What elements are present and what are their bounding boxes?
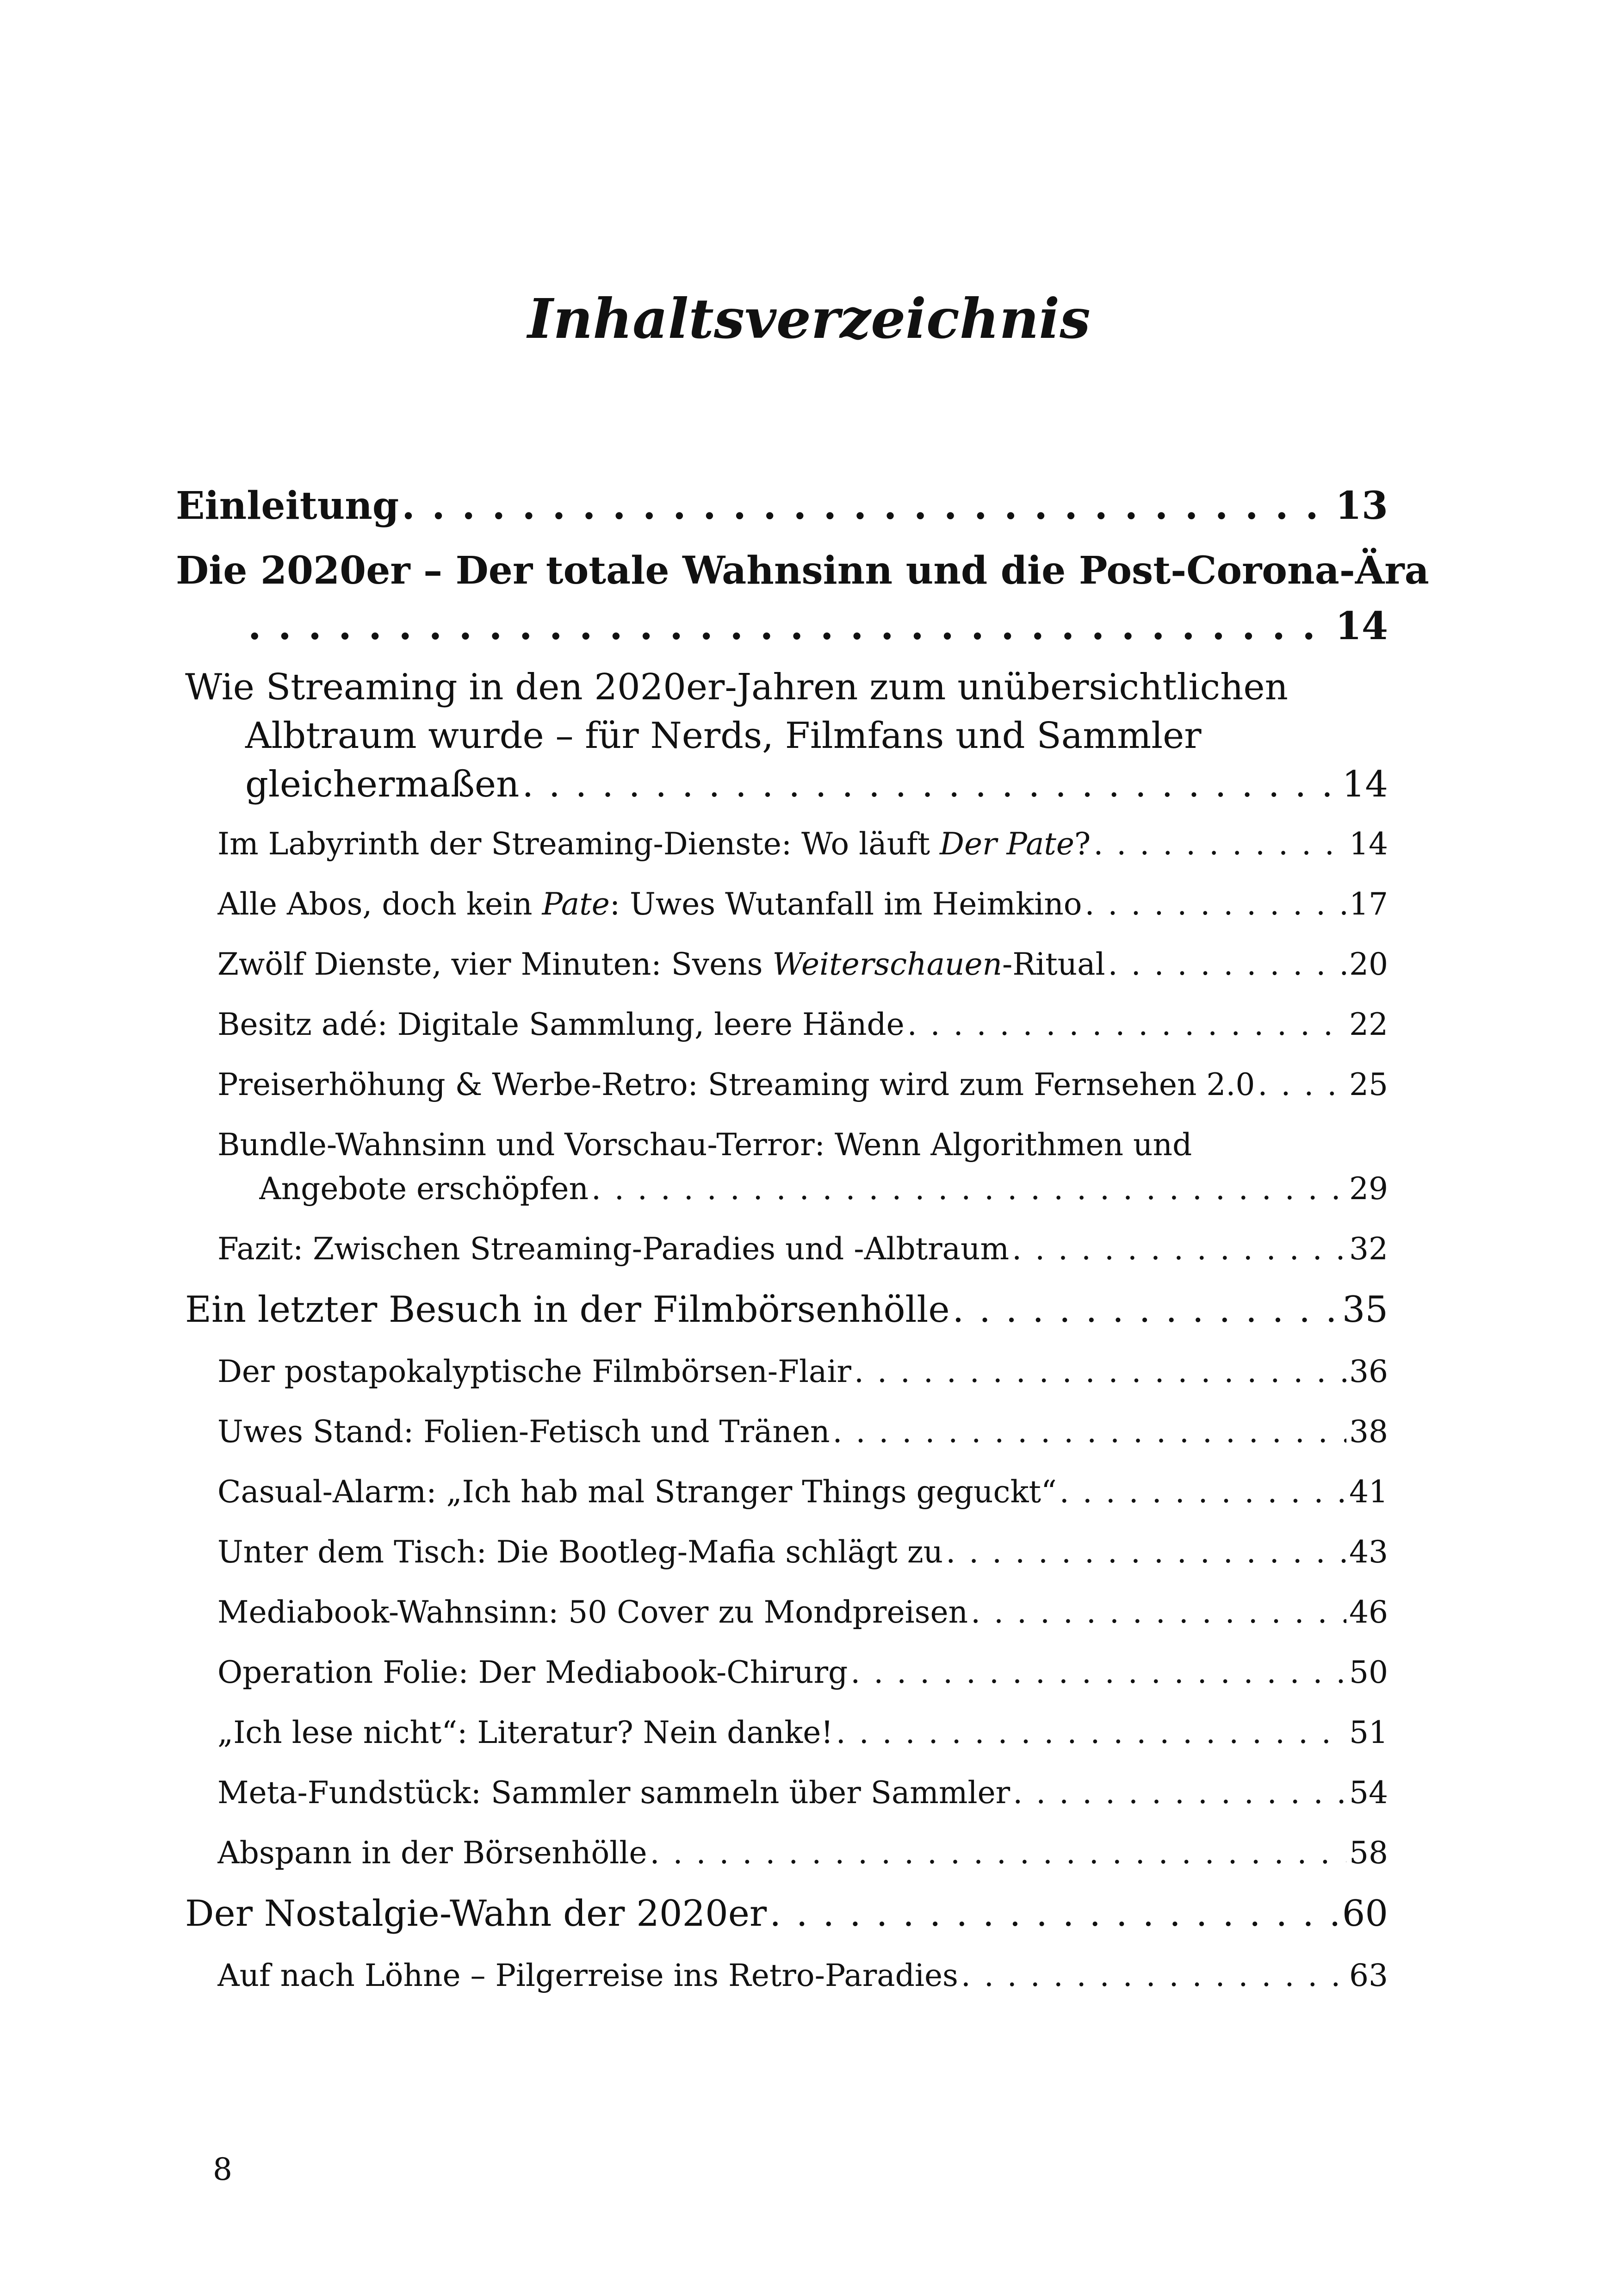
toc-entry-operation-folie[interactable] (217, 1655, 1388, 1690)
toc-page-number: 51 (1349, 1715, 1388, 1750)
toc-page-number: 13 (1335, 484, 1388, 528)
toc-page-number: 14 (1349, 826, 1388, 862)
dot-leader (248, 604, 1333, 648)
toc-entry-die-2020er[interactable] (245, 604, 1388, 648)
toc-page-number: 46 (1349, 1594, 1388, 1630)
toc-entry-label: Zwölf Dienste, vier Minuten: Svens Weiterschauen-Ritual (217, 946, 1105, 982)
toc-page-number: 41 (1349, 1474, 1388, 1510)
toc-page-number: 17 (1349, 886, 1388, 922)
toc-page-number: 20 (1349, 946, 1388, 982)
toc-entry-label: gleichermaßen (245, 764, 520, 805)
dot-leader (1085, 886, 1346, 922)
toc-entry-label: „Ich lese nicht“: Literatur? Nein danke! (217, 1715, 833, 1750)
toc-entry-ich-lese-nicht[interactable] (217, 1715, 1388, 1750)
toc-entry-unter-dem-tisch[interactable] (217, 1534, 1388, 1570)
toc-page-number: 43 (1349, 1534, 1388, 1570)
toc-entry-label: Operation Folie: Der Mediabook-Chirurg (217, 1655, 848, 1690)
toc-page-number: 35 (1342, 1289, 1388, 1331)
dot-leader (591, 1171, 1346, 1207)
toc-entry-meta-fundstueck[interactable] (217, 1775, 1388, 1811)
dot-leader (1108, 946, 1346, 982)
dot-leader (850, 1655, 1346, 1690)
toc-entry-label: Angebote erschöpfen (259, 1171, 589, 1207)
page-number: 8 (213, 2152, 232, 2187)
toc-entry-filmboerse[interactable] (185, 1289, 1388, 1331)
toc-entry-label: Preiserhöhung & Werbe-Retro: Streaming wird zum Fernsehen 2.0 (217, 1067, 1255, 1102)
toc-entry-label: Mediabook-Wahnsinn: 50 Cover zu Mondpreisen (217, 1594, 968, 1630)
dot-leader (961, 1958, 1346, 1993)
dot-leader (971, 1594, 1346, 1630)
dot-leader (836, 1715, 1346, 1750)
toc-entry-bundle-line1[interactable]: Bundle-Wahnsinn und Vorschau-Terror: Wenn Algorithmen und (217, 1127, 1192, 1163)
toc-entry-label: Der postapokalyptische Filmbörsen-Flair (217, 1354, 851, 1389)
toc-page-number: 58 (1349, 1835, 1388, 1871)
toc-page-number: 38 (1349, 1414, 1388, 1450)
toc-page-number: 54 (1349, 1775, 1388, 1811)
dot-leader (522, 764, 1339, 805)
toc-entry-label: Fazit: Zwischen Streaming-Paradies und -Albtraum (217, 1231, 1010, 1267)
film-title: Pate (542, 886, 610, 922)
toc-entry-streaming[interactable] (245, 764, 1388, 805)
toc-entry-uwes-stand[interactable] (217, 1414, 1388, 1450)
toc-entry-label: Alle Abos, doch kein Pate: Uwes Wutanfall im Heimkino (217, 886, 1082, 922)
toc-entry-casual-alarm[interactable] (217, 1474, 1388, 1510)
toc-page-number: 25 (1349, 1067, 1388, 1102)
dot-leader (833, 1414, 1347, 1450)
toc-entry-label: Einleitung (176, 484, 399, 528)
toc-page-number: 14 (1342, 764, 1388, 805)
toc-entry-streaming-line1[interactable]: Wie Streaming in den 2020er-Jahren zum unübersichtlichen (185, 666, 1288, 708)
toc-entry-label: Casual-Alarm: „Ich hab mal Stranger Things geguckt“ (217, 1474, 1057, 1510)
toc-entry-streaming-line2[interactable]: Albtraum wurde – für Nerds, Filmfans und Sammler (245, 715, 1202, 757)
dot-leader (1013, 1775, 1346, 1811)
film-title: Der Pate (940, 826, 1074, 862)
toc-entry-nostalgie[interactable] (185, 1893, 1388, 1935)
toc-entry-label: Abspann in der Börsenhölle (217, 1835, 647, 1871)
toc-entry-mediabook[interactable] (217, 1594, 1388, 1630)
toc-entry-label: Der Nostalgie-Wahn der 2020er (185, 1893, 767, 1935)
toc-page-number: 29 (1349, 1171, 1388, 1207)
toc-entry-label: Uwes Stand: Folien-Fetisch und Tränen (217, 1414, 830, 1450)
toc-entry-alle-abos[interactable] (217, 886, 1388, 922)
toc-entry-bundle[interactable] (259, 1171, 1388, 1207)
toc-entry-label: Im Labyrinth der Streaming-Dienste: Wo läuft Der Pate? (217, 826, 1091, 862)
dot-leader (769, 1893, 1339, 1935)
dot-leader (402, 484, 1333, 528)
page-title: Inhaltsverzeichnis (527, 286, 1091, 351)
toc-entry-label: Ein letzter Besuch in der Filmbörsenhölle (185, 1289, 950, 1331)
toc-page-number: 36 (1349, 1354, 1388, 1389)
toc-entry-die-2020er-label[interactable]: Die 2020er – Der totale Wahnsinn und die Post-Corona-Ära (176, 548, 1429, 593)
toc-entry-label: Meta-Fundstück: Sammler sammeln über Sammler (217, 1775, 1010, 1811)
toc-page-number: 60 (1342, 1893, 1388, 1935)
dot-leader (1093, 826, 1346, 862)
toc-entry-label: Besitz adé: Digitale Sammlung, leere Hände (217, 1007, 905, 1042)
dot-leader (946, 1534, 1346, 1570)
dot-leader (907, 1007, 1346, 1042)
toc-entry-besitz[interactable] (217, 1007, 1388, 1042)
toc-entry-abspann[interactable] (217, 1835, 1388, 1871)
dot-leader (1060, 1474, 1346, 1510)
dot-leader (952, 1289, 1339, 1331)
toc-entry-einleitung[interactable] (176, 484, 1388, 528)
toc-page-number: 14 (1335, 604, 1388, 648)
toc-entry-label: Auf nach Löhne – Pilgerreise ins Retro-Paradies (217, 1958, 958, 1993)
toc-page-number: 63 (1349, 1958, 1388, 1993)
dot-leader (1012, 1231, 1346, 1267)
toc-entry-label: Unter dem Tisch: Die Bootleg-Mafia schlägt zu (217, 1534, 943, 1570)
toc-entry-preiserhoehung[interactable] (217, 1067, 1388, 1102)
toc-page-number: 50 (1349, 1655, 1388, 1690)
toc-entry-zwoelf-dienste[interactable] (217, 946, 1388, 982)
toc-page-number: 32 (1349, 1231, 1388, 1267)
dot-leader (854, 1354, 1346, 1389)
toc-entry-loehne[interactable] (217, 1958, 1388, 1993)
emphasis: Weiterschauen (772, 946, 1003, 982)
dot-leader (650, 1835, 1346, 1871)
toc-entry-flair[interactable] (217, 1354, 1388, 1389)
dot-leader (1258, 1067, 1346, 1102)
toc-entry-labyrinth[interactable] (217, 826, 1388, 862)
toc-entry-fazit[interactable] (217, 1231, 1388, 1267)
toc-page-number: 22 (1349, 1007, 1388, 1042)
